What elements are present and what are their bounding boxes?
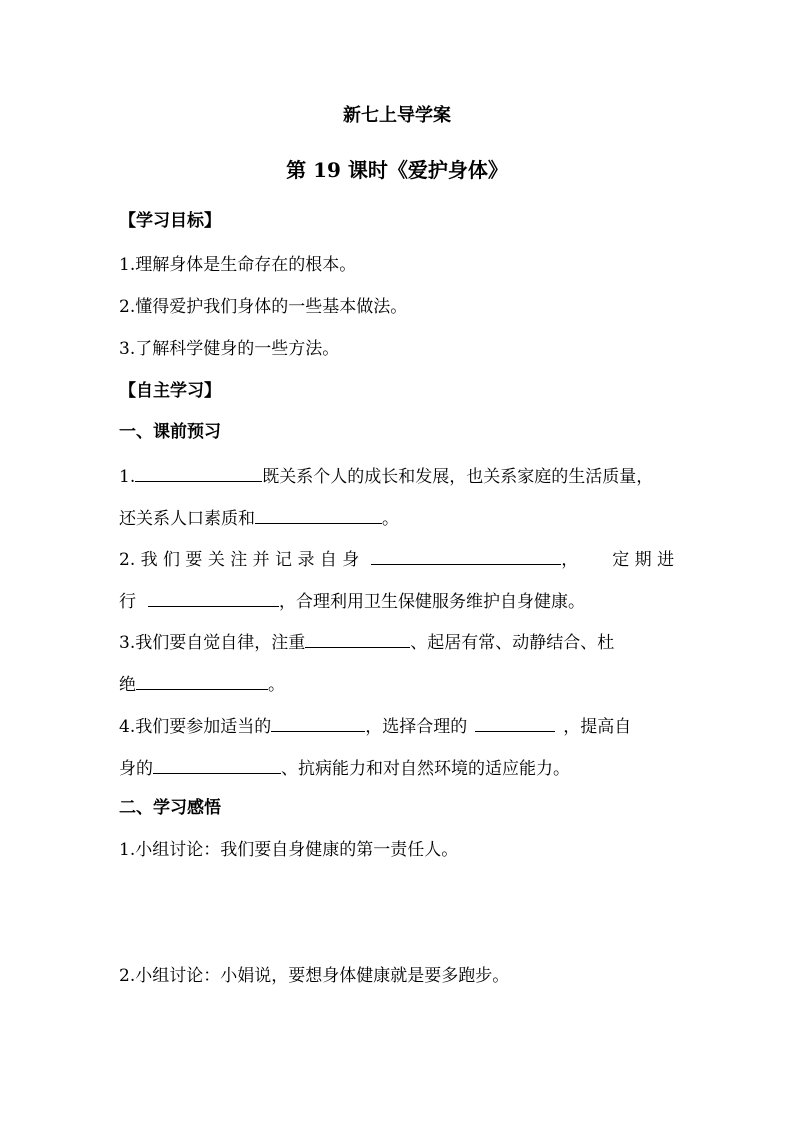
preview-question-1-line-1 <box>119 463 677 489</box>
question-text: 2. 我 们 要 关 注 并 记 录 自 身 <box>119 550 360 570</box>
question-text: ，选择合理的 <box>365 717 468 737</box>
objective-item: 1.理解身体是生命存在的根本。 <box>119 255 357 275</box>
answer-blank[interactable] <box>271 713 365 732</box>
answer-blank[interactable] <box>305 629 410 648</box>
question-text: 既关系个人的成长和发展，也关系家庭的生活质量， <box>262 467 654 487</box>
objectives-heading: 【学习目标】 <box>119 211 221 231</box>
question-text: 绝 <box>119 675 136 695</box>
discussion-question-2: 2.小组讨论：小娟说，要想身体健康就是要多跑步。 <box>119 966 510 986</box>
objective-item: 2.懂得爱护我们身体的一些基本做法。 <box>119 297 408 317</box>
discussion-question-1: 1.小组讨论：我们要自身健康的第一责任人。 <box>119 840 459 860</box>
question-text: 。 <box>268 675 285 695</box>
question-text: 、起居有常、动静结合、杜 <box>410 633 615 653</box>
lesson-title: 第 19 课时《爱护身体》 <box>286 158 508 182</box>
question-number: 1. <box>119 467 136 487</box>
answer-blank[interactable] <box>148 588 279 607</box>
preview-question-1-line-2 <box>119 505 677 531</box>
preview-question-2-line-1 <box>119 546 677 572</box>
question-text: 行 <box>119 592 136 612</box>
question-text: 。 <box>382 509 399 529</box>
self-study-heading: 【自主学习】 <box>119 381 221 401</box>
preview-heading: 一、课前预习 <box>119 422 221 442</box>
question-text: 定 期 进 <box>612 550 675 570</box>
question-text: 3.我们要自觉自律，注重 <box>119 633 306 653</box>
answer-blank[interactable] <box>136 671 268 690</box>
question-text: ，提高自 <box>563 717 632 737</box>
preview-question-3-line-2 <box>119 671 677 697</box>
question-text: ， <box>561 550 579 570</box>
answer-blank[interactable] <box>475 713 555 732</box>
question-text: ，合理利用卫生保健服务维护自身健康。 <box>279 592 585 612</box>
question-text: 、抗病能力和对自然环境的适应能力。 <box>281 759 570 779</box>
preview-question-4-line-2 <box>119 755 677 781</box>
preview-question-2-line-2 <box>119 588 677 614</box>
question-text: 还关系人口素质和 <box>119 509 255 529</box>
answer-blank[interactable] <box>255 505 382 524</box>
preview-question-4-line-1 <box>119 713 677 739</box>
document-subtitle: 新七上导学案 <box>343 105 451 126</box>
objective-item: 3.了解科学健身的一些方法。 <box>119 339 340 359</box>
preview-question-3-line-1 <box>119 629 677 655</box>
question-text: 身的 <box>119 759 153 779</box>
reflection-heading: 二、学习感悟 <box>119 798 221 818</box>
question-text: 4.我们要参加适当的 <box>119 717 272 737</box>
answer-blank[interactable] <box>153 755 281 774</box>
answer-blank[interactable] <box>371 546 561 565</box>
answer-blank[interactable] <box>135 463 262 482</box>
